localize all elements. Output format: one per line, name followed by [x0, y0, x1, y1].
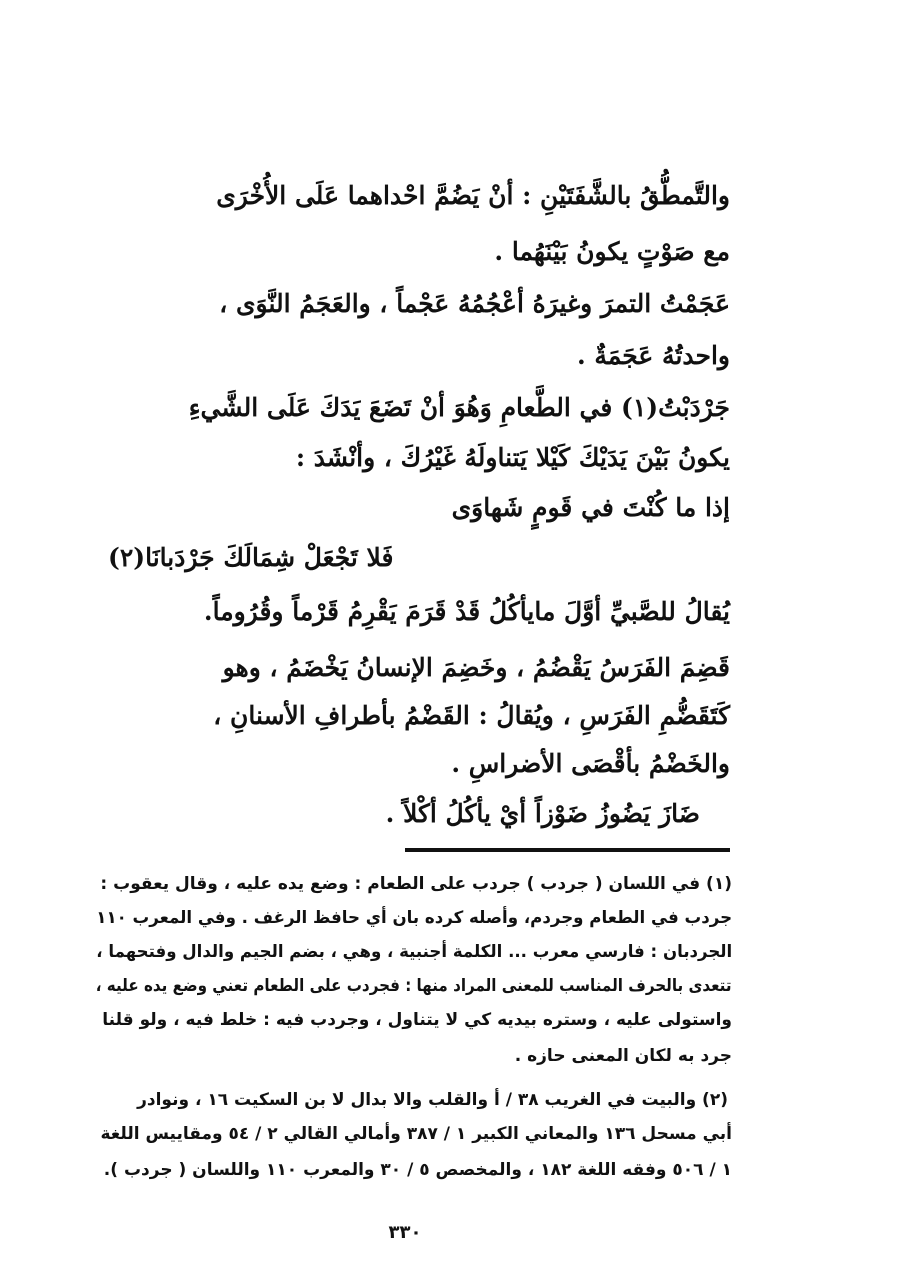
text-line: يكونُ بَيْنَ يَدَيْكَ كَيْلا يَتناولَهُ غَيْرُكَ ، وأنْشَدَ :	[295, 443, 730, 472]
text-line: قَضِمَ الفَرَسُ يَقْضُمُ ، وخَضِمَ الإنسانُ يَخْضَمُ ، وهو	[222, 653, 730, 682]
text-line: يُقالُ للصَّبيِّ أوَّلَ مايأكُلُ قَدْ قَرَمَ يَقْرِمُ قَرْماً وقُرُوماً.	[203, 597, 730, 626]
text-line: جَرْدَبْتُ(١) في الطَّعامِ وَهُوَ أنْ تَضَعَ يَدَكَ عَلَى الشَّيءِ	[188, 393, 730, 422]
text-line: والخَضْمُ بأقْصَى الأضراسِ .	[451, 749, 730, 778]
footnote-line: واستولى عليه ، وستره بيديه كي لا يتناول ، وجردب فيه : خلط فيه ، ولو قلنا	[102, 1010, 732, 1030]
footnote-line: جرد به لكان المعنى حازه .	[514, 1046, 732, 1066]
text-line: عَجَمْتُ التمرَ وغيرَهُ أعْجُمُهُ عَجْماً ، والعَجَمُ النَّوَى ،	[219, 289, 730, 318]
footnote-line: جردب في الطعام وجردم، وأصله كرده بان أي حافظ الرغف . وفي المعرب ١١٠	[96, 908, 733, 928]
page-number: ٣٣٠	[388, 1222, 422, 1243]
footnote-line: أبي مسحل ١٣٦ والمعاني الكبير ١ / ٣٨٧ وأمالي القالي ٢ / ٥٤ ومقاييس اللغة	[100, 1124, 732, 1144]
footnote-line: ١ / ٥٠٦ وفقه اللغة ١٨٢ ، والمخصص ٥ / ٣٠ والمعرب ١١٠ واللسان ( جردب ).	[103, 1160, 732, 1180]
footnote-line: الجردبان : فارسي معرب ... الكلمة أجنبية ، وهي ، بضم الجيم والدال وفتحهما ،	[96, 942, 732, 962]
text-line: والتَّمطُّقُ بالشَّفَتَيْنِ : أنْ يَضُمَّ احْداهما عَلَى الأُخْرَى	[216, 181, 730, 210]
poem-verse-line: فَلا تَجْعَلْ شِمَالَكَ جَرْدَبانَا(٢)	[108, 543, 394, 572]
text-line: كَتَقَضُّمِ الفَرَسِ ، ويُقالُ : القَضْمُ بأطرافِ الأسنانِ ،	[213, 701, 730, 730]
footnotes-block	[96, 870, 732, 1200]
footnote-separator	[405, 848, 730, 852]
footnote-line: (٢) والبيت في الغريب ٣٨ / أ والقلب والا بدال لا بن السكيت ١٦ ، ونوادر	[137, 1090, 728, 1110]
footnote-line: (١) في اللسان ( جردب ) جردب على الطعام : وضع يده عليه ، وقال يعقوب :	[100, 874, 732, 894]
text-line: واحدتُهُ عَجَمَةٌ .	[577, 341, 730, 370]
text-line: ضَازَ يَضُوزُ ضَوْزاً أيْ يأكُلُ أكْلاً .	[385, 799, 700, 828]
footnote-line: تتعدى بالحرف المناسب للمعنى المراد منها : فجردب على الطعام تعني وضع يده عليه ،	[96, 976, 732, 996]
poem-verse-line: إذا ما كُنْتَ في قَومٍ شَهاوَى	[451, 493, 730, 522]
main-text-block	[90, 160, 730, 860]
text-line: مع صَوْتٍ يكونُ بَيْنَهُما .	[494, 237, 730, 266]
